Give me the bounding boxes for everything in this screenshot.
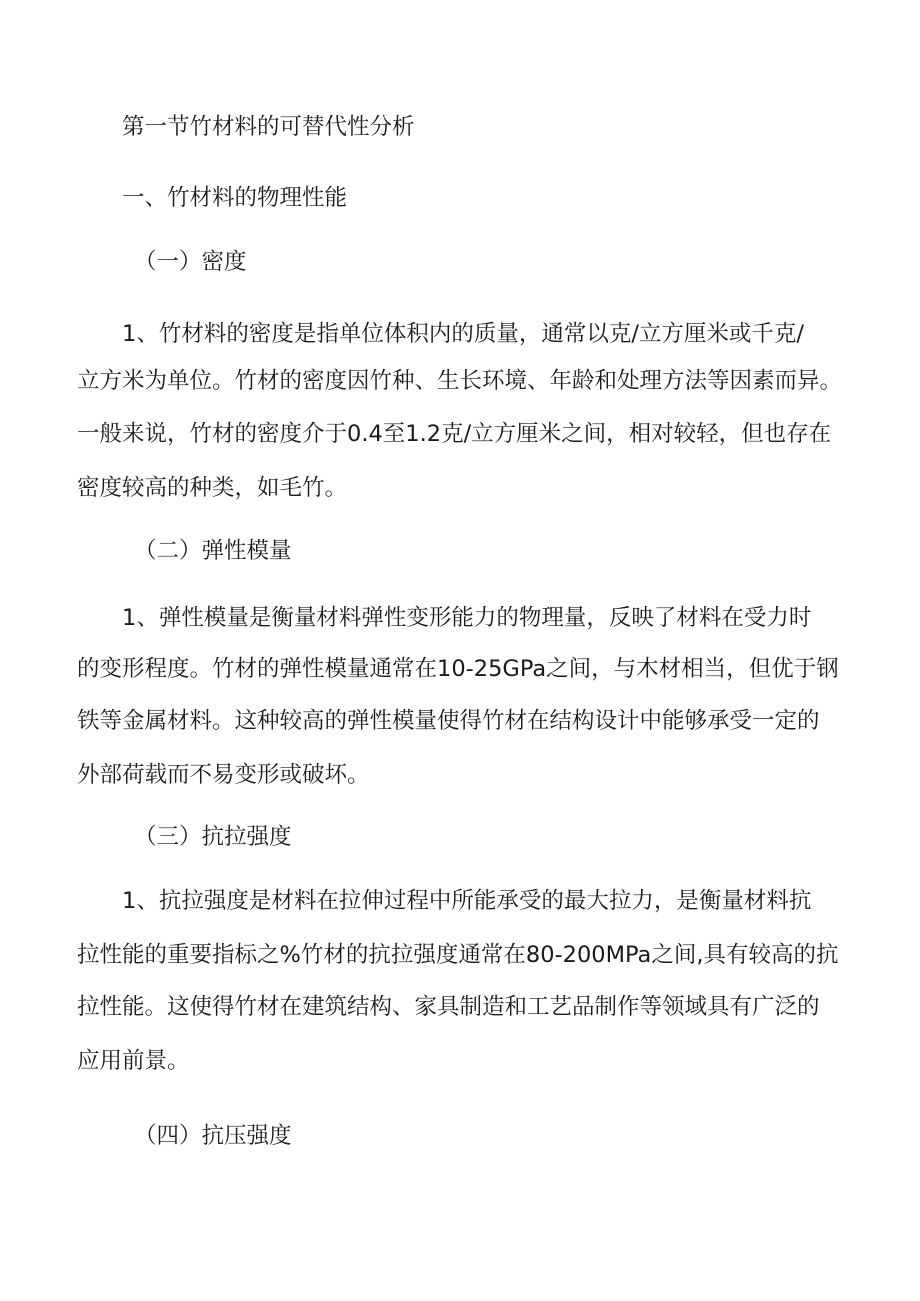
paragraph-line: 外部荷载而不易变形或破坏。 xyxy=(77,762,370,788)
subsection-title-elastic-modulus: （二）弹性模量 xyxy=(134,538,292,564)
paragraph-line: 一般来说，竹材的密度介于0.4至1.2克/立方厘米之间，相对较轻，但也存在 xyxy=(77,421,832,447)
paragraph-line: 1、弹性模量是衡量材料弹性变形能力的物理量，反映了材料在受力时 xyxy=(122,605,812,631)
paragraph-line: 密度较高的种类，如毛竹。 xyxy=(77,475,348,501)
paragraph-line: 铁等金属材料。这种较高的弹性模量使得竹材在结构设计中能够承受一定的 xyxy=(77,708,820,734)
heading-physical-properties: 一、竹材料的物理性能 xyxy=(122,185,348,211)
paragraph-line: 1、抗拉强度是材料在拉伸过程中所能承受的最大拉力，是衡量材料抗 xyxy=(122,888,812,914)
paragraph-line: 应用前景。 xyxy=(77,1048,190,1074)
paragraph-line: 1、竹材料的密度是指单位体积内的质量，通常以克/立方厘米或千克/ xyxy=(122,321,804,347)
paragraph-line: 拉性能。这使得竹材在建筑结构、家具制造和工艺品制作等领域具有广泛的 xyxy=(77,994,820,1020)
subsection-title-compressive-strength: （四）抗压强度 xyxy=(134,1123,292,1149)
paragraph-line: 的变形程度。竹材的弹性模量通常在10-25GPa之间，与木材相当，但优于钢 xyxy=(77,656,839,682)
subsection-title-density: （一）密度 xyxy=(134,249,247,275)
subsection-title-tensile-strength: （三）抗拉强度 xyxy=(134,824,292,850)
section-title: 第一节竹材料的可替代性分析 xyxy=(122,114,415,140)
paragraph-line: 立方米为单位。竹材的密度因竹种、生长环境、年龄和处理方法等因素而异。 xyxy=(77,368,843,394)
paragraph-line: 拉性能的重要指标之%竹材的抗拉强度通常在80-200MPa之间,具有较高的抗 xyxy=(77,942,839,968)
